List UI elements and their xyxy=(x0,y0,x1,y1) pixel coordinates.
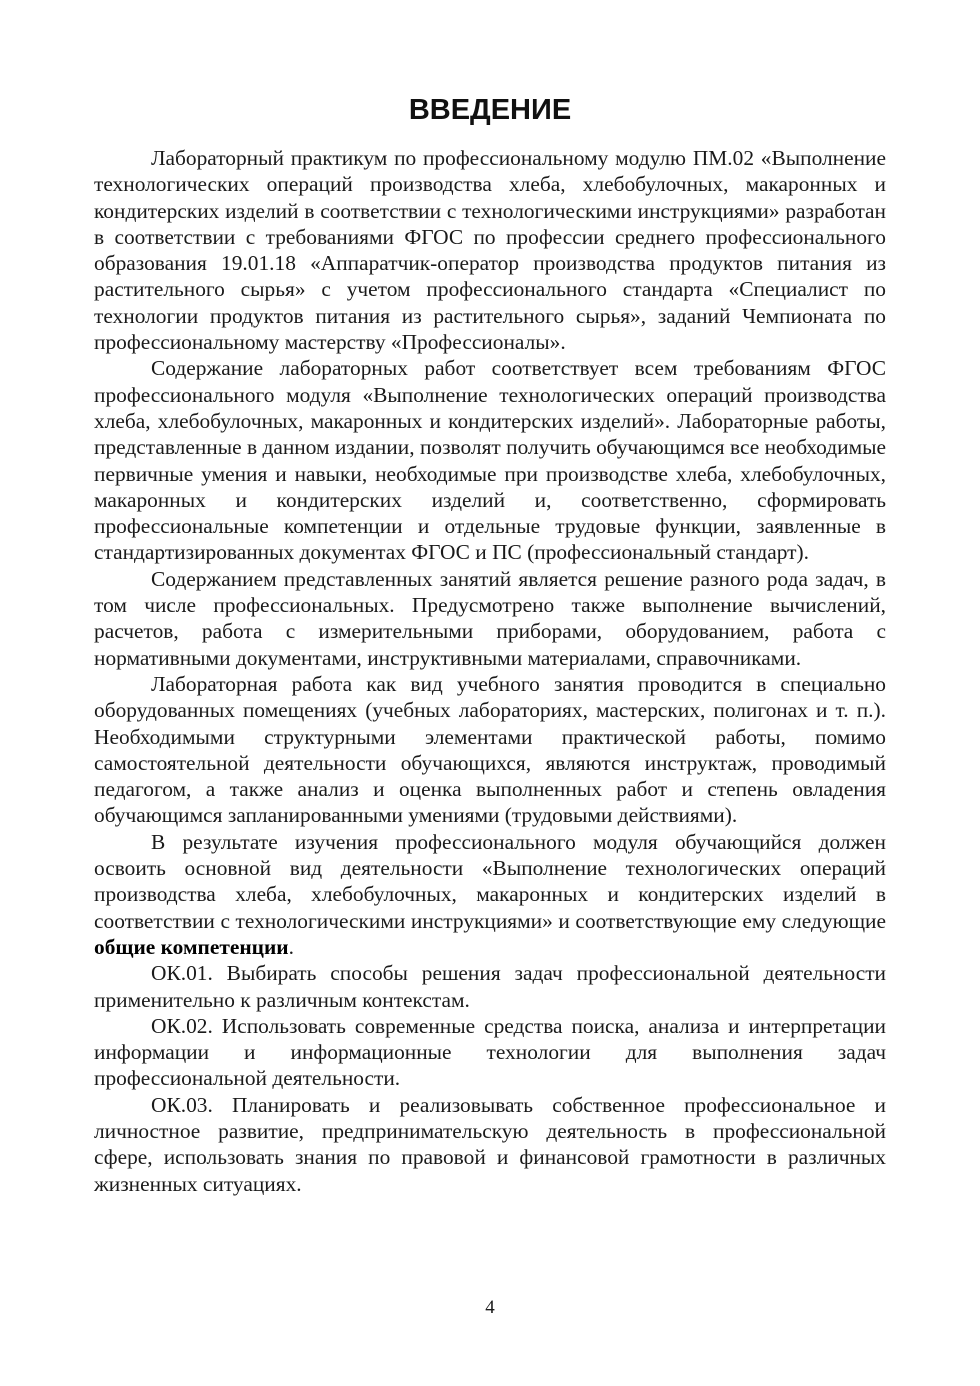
page-number: 4 xyxy=(485,1297,495,1318)
body-text xyxy=(94,145,886,1197)
competencies-bold: общие компетенции xyxy=(94,934,289,959)
paragraph-content: Содержание лабораторных работ соответствует всем требованиям ФГОС профессионального модуля «Выполнение технологических операций производства хлеба, хлебобулочных, макаронных и кондитерских изделий». Лабораторные работы, представленные в данном издании, позволят получить обучающимся все необходимые первичные умения и навыки, необходимые при производстве хлеба, хлебобулочных, макаронных и кондитерских изделий и, соответственно, сформировать профессиональные компетенции и отдельные трудовые функции, заявленные в стандартизированных документах ФГОС и ПС (профессиональный стандарт). xyxy=(94,356,886,565)
competencies-text: В результате изучения профессионального модуля обучающийся должен освоить основной вид деятельности «Выполнение технологических операций производства хлеба, хлебобулочных, макаронных и кондитерских изделий в соответствии с технологическими инструкциями» и соответствующие ему следующие xyxy=(94,829,886,933)
competencies-tail: . xyxy=(288,934,294,959)
competency-ok01: ОК.01. Выбирать способы решения задач профессиональной деятельности применительно к различным контекстам. xyxy=(94,961,886,1012)
paragraph-competencies xyxy=(94,829,886,960)
competency-ok03: ОК.03. Планировать и реализовывать собственное профессиональное и личностное развитие, предпринимательскую деятельность в профессиональной сфере, использовать знания по правовой и финансовой грамотности в различных жизненных ситуациях. xyxy=(94,1092,886,1196)
competency-ok02: ОК.02. Использовать современные средства поиска, анализа и интерпретации информации и информационные технологии для выполнения задач профессиональной деятельности. xyxy=(94,1013,886,1091)
page-title: ВВЕДЕНИЕ xyxy=(408,94,572,126)
paragraph-lab-work: Лабораторная работа как вид учебного занятия проводится в специально оборудованных помещениях (учебных лабораториях, мастерских, полигонах и т. п.). Необходимыми структурными элементами практической работы, помимо самостоятельной деятельности обучающихся, являются инструктаж, проводимый педагогом, а также анализ и оценка выполненных работ и степень овладения обучающимся запланированными умениями (трудовыми действиями). xyxy=(94,671,886,828)
paragraph-intro: Лабораторный практикум по профессиональному модулю ПМ.02 «Выполнение технологических операций производства хлеба, хлебобулочных, макаронных и кондитерских изделий в соответствии с технологическими инструкциями» разработан в соответствии с требованиями ФГОС по профессии среднего профессионального образования 19.01.18 «Аппаратчик-оператор производства продуктов питания из растительного сырья» с учетом профессионального стандарта «Специалист по технологии продуктов питания из растительного сырья», заданий Чемпионата по профессиональному мастерству «Профессионалы». xyxy=(94,146,886,355)
paragraph-tasks: Содержанием представленных занятий является решение разного рода задач, в том числе профессиональных. Предусмотрено также выполнение вычислений, расчетов, работа с измерительными приборами, оборудованием, работа с нормативными документами, инструктивными материалами, справочниками. xyxy=(94,566,886,670)
